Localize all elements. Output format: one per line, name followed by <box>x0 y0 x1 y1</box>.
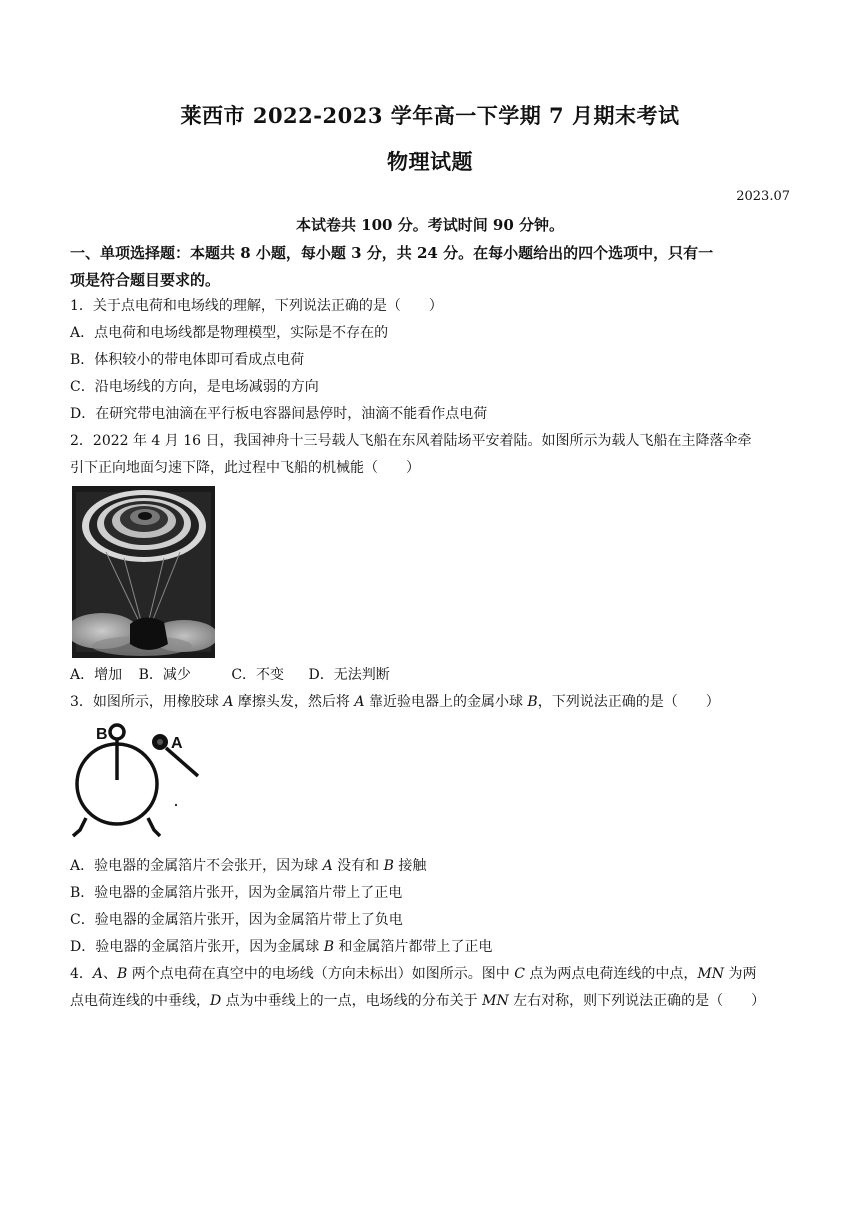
q2-stem-line1: 2．2022 年 4 月 16 日，我国神舟十三号载人飞船在东风着陆场平安着陆。如图所示为载人飞船在主降落伞牵 <box>70 433 752 449</box>
metal-ball-b <box>110 725 124 739</box>
exam-title: 莱西市 2022-2023 学年高一下学期 7 月期末考试 <box>180 103 680 128</box>
q3-option-b: B．验电器的金属箔片张开，因为金属箔片带上了正电 <box>70 885 403 901</box>
q3-option-d: D．验电器的金属箔片张开，因为金属球 B 和金属箔片都带上了正电 <box>70 939 493 955</box>
q4-stem-line1: 4．A、B 两个点电荷在真空中的电场线（方向未标出）如图所示。图中 C 点为两点电荷连线的中点，MN 为两 <box>70 966 757 982</box>
electroscope-figure <box>70 718 215 848</box>
label-b: B <box>96 726 108 743</box>
q1-option-c: C．沿电场线的方向，是电场减弱的方向 <box>70 379 319 395</box>
rubber-ball-handle <box>166 748 198 776</box>
q2-option-d: D．无法判断 <box>308 667 390 683</box>
parachute-canopy <box>82 490 206 562</box>
q3-stem: 3．如图所示，用橡胶球 A 摩擦头发，然后将 A 靠近验电器上的金属小球 B，下列说法正确的是（ ） <box>70 694 720 710</box>
electroscope-leg-right <box>148 818 160 836</box>
exam-subject: 物理试题 <box>387 149 473 174</box>
section-heading-line1: 一、单项选择题：本题共 8 小题，每小题 3 分，共 24 分。在每小题给出的四个选项中，只有一 <box>70 244 714 262</box>
q1-option-b: B．体积较小的带电体即可看成点电荷 <box>70 352 305 368</box>
parachute-photo <box>72 486 215 658</box>
q1-option-a: A．点电荷和电场线都是物理模型，实际是不存在的 <box>70 325 389 341</box>
label-a: A <box>171 735 183 752</box>
q2-options <box>70 665 800 685</box>
q2-option-b: B．减少 <box>138 667 191 683</box>
exam-intro: 本试卷共 100 分。考试时间 90 分钟。 <box>295 216 565 234</box>
section-heading <box>70 240 795 294</box>
electroscope-leg-left <box>73 818 86 836</box>
q2-option-c: C．不变 <box>231 667 285 683</box>
q1-stem: 1．关于点电荷和电场线的理解，下列说法正确的是（ ） <box>70 298 443 314</box>
q1-option-d: D．在研究带电油滴在平行板电容器间悬停时，油滴不能看作点电荷 <box>70 406 488 422</box>
q3-option-a: A．验电器的金属箔片不会张开，因为球 A 没有和 B 接触 <box>70 858 427 874</box>
capsule <box>130 617 168 650</box>
q2-option-a: A．增加 <box>70 667 123 683</box>
exam-date: 2023.07 <box>736 189 790 204</box>
q3-option-c: C．验电器的金属箔片张开，因为金属箔片带上了负电 <box>70 912 403 928</box>
section-heading-line2: 项是符合题目要求的。 <box>70 271 221 289</box>
q4-stem-line2: 点电荷连线的中垂线，D 点为中垂线上的一点，电场线的分布关于 MN 左右对称，则下列说法正确的是（ ） <box>70 993 766 1009</box>
q2-stem-line2: 引下正向地面匀速下降，此过程中飞船的机械能（ ） <box>70 460 420 476</box>
